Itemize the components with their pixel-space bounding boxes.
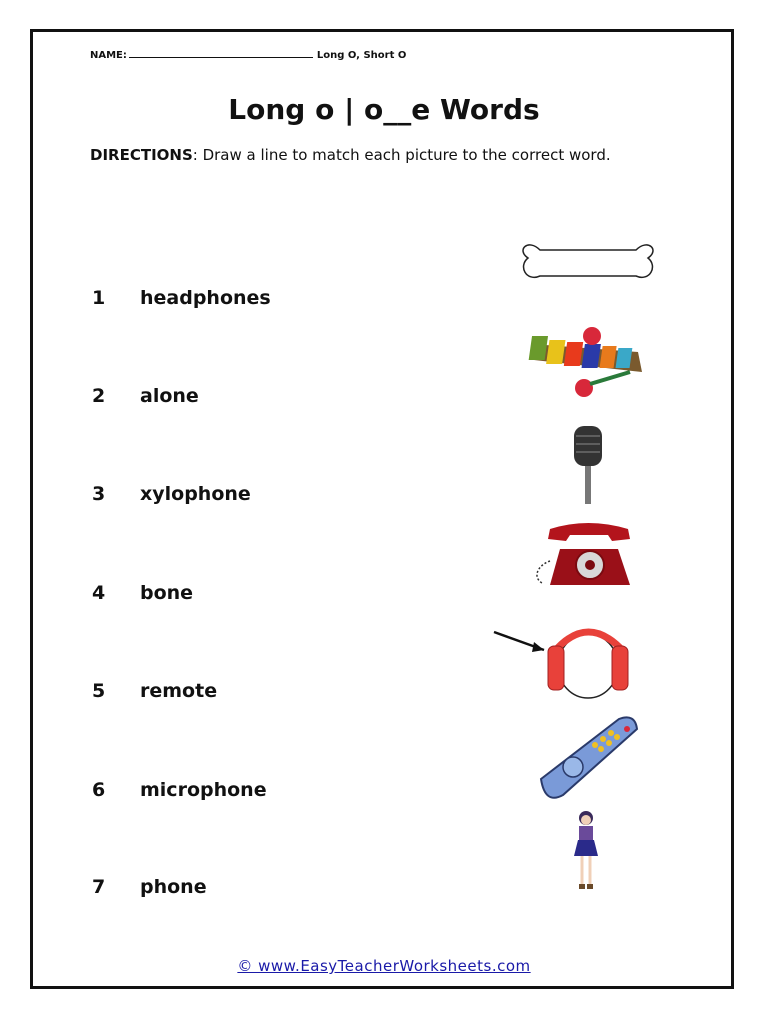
page-border: [30, 29, 734, 989]
word-item-1: [92, 287, 271, 309]
item-word: bone: [140, 582, 194, 604]
name-label: NAME:: [90, 50, 127, 61]
item-number: 7: [92, 876, 106, 898]
bone-icon[interactable]: [518, 236, 658, 292]
item-number: 4: [92, 582, 106, 604]
xylophone-icon[interactable]: [528, 322, 648, 402]
word-item-4: [92, 582, 193, 604]
word-item-3: [92, 483, 251, 505]
remote-control-icon[interactable]: [533, 713, 643, 801]
worksheet-subtitle: Long O, Short O: [316, 50, 407, 61]
directions-label: DIRECTIONS: [90, 146, 193, 164]
item-word: headphones: [140, 287, 271, 309]
item-number: 6: [92, 779, 106, 801]
footer-link[interactable]: © www.EasyTeacherWorksheets.com: [237, 957, 531, 975]
item-word: alone: [140, 385, 199, 407]
item-number: 2: [92, 385, 106, 407]
microphone-icon[interactable]: [568, 424, 608, 506]
item-number: 5: [92, 680, 106, 702]
item-word: microphone: [140, 779, 267, 801]
headphones-icon[interactable]: [492, 618, 642, 700]
item-number: 3: [92, 483, 106, 505]
item-word: xylophone: [140, 483, 251, 505]
word-item-6: [92, 779, 267, 801]
item-number: 1: [92, 287, 106, 309]
girl-standing-icon[interactable]: [568, 808, 604, 894]
header-line: [90, 48, 406, 61]
telephone-icon[interactable]: [528, 521, 638, 591]
item-word: phone: [140, 876, 207, 898]
item-word: remote: [140, 680, 218, 702]
word-item-7: [92, 876, 207, 898]
directions-text: : Draw a line to match each picture to the correct word.: [192, 146, 611, 164]
page-title: Long o | o__e Words: [228, 93, 540, 126]
word-item-5: [92, 680, 217, 702]
name-blank-field[interactable]: [129, 48, 313, 58]
directions: [90, 146, 611, 164]
word-item-2: [92, 385, 199, 407]
